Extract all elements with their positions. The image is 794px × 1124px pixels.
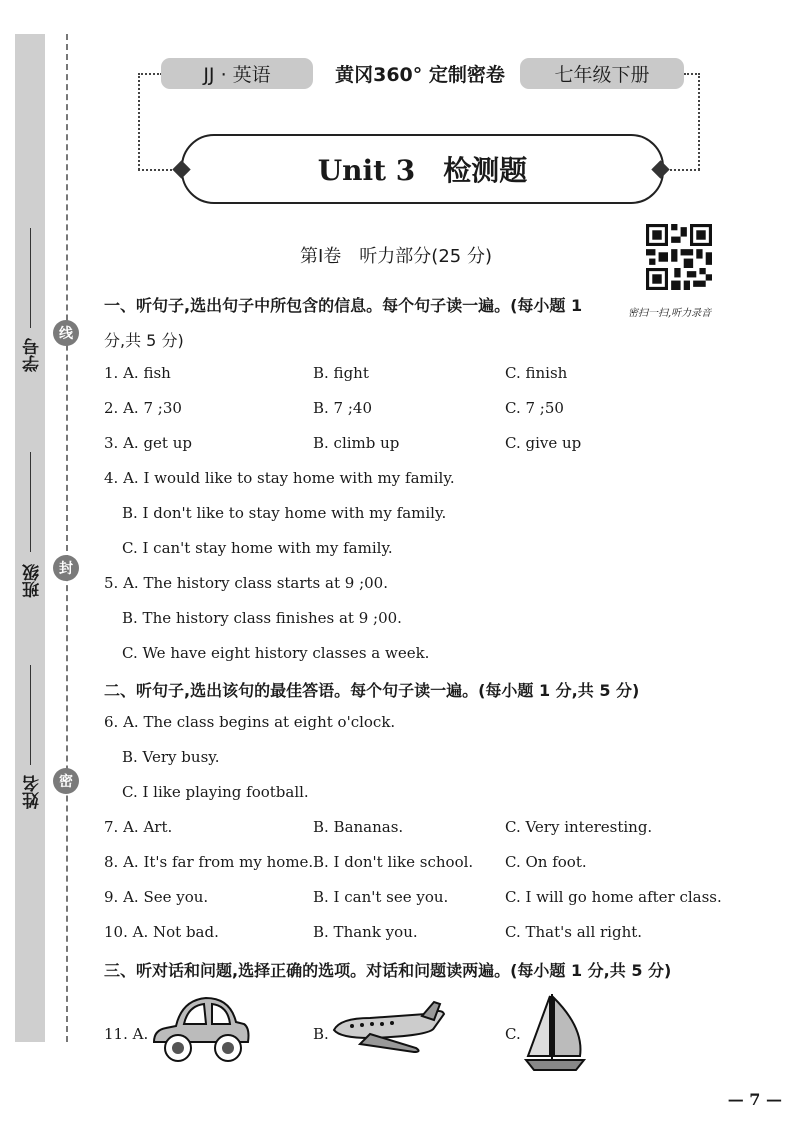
section-title: 第Ⅰ卷 听力部分(25 分) (300, 246, 492, 267)
header-dots-right-v (698, 73, 700, 170)
plane-icon (330, 1000, 448, 1056)
series-name: 黄冈360° 定制密卷 (335, 64, 505, 86)
class-label: 班级 (23, 564, 43, 598)
q8-option-c: C. On foot. (505, 853, 587, 871)
student-id-label: 学号 (23, 338, 43, 372)
name-label: 姓名 (23, 775, 43, 809)
q6-option-a: 6. A. The class begins at eight o'clock. (104, 713, 396, 731)
cut-line (66, 34, 68, 1042)
student-id-line (30, 228, 31, 328)
q11-option-a: 11. A. (104, 1025, 149, 1043)
q4-option-c: C. I can't stay home with my family. (122, 539, 393, 557)
q10-option-b: B. Thank you. (313, 923, 418, 941)
q6-option-b: B. Very busy. (122, 748, 220, 766)
sailboat-icon (522, 992, 588, 1074)
q4-option-b: B. I don't like to stay home with my family. (122, 504, 447, 522)
page-number: — 7 — (727, 1090, 782, 1109)
header-dots-left-h (138, 169, 176, 171)
page-title: Unit 3 检测题 (181, 134, 664, 204)
q1-option-a: 1. A. fish (104, 364, 171, 382)
q1-option-c: C. finish (505, 364, 568, 382)
q9-option-a: 9. A. See you. (104, 888, 209, 906)
q7-option-c: C. Very interesting. (505, 818, 653, 836)
q11-option-b: B. (313, 1025, 329, 1043)
q5-option-b: B. The history class finishes at 9 ;00. (122, 609, 402, 627)
header-dots-left-v (138, 73, 140, 170)
q9-option-b: B. I can't see you. (313, 888, 449, 906)
q11-option-c: C. (505, 1025, 521, 1043)
part1-heading: 一、听句子,选出句子中所包含的信息。每个句子读一遍。(每小题 1 (104, 296, 583, 315)
q10-option-a: 10. A. Not bad. (104, 923, 219, 941)
q4-option-a: 4. A. I would like to stay home with my family. (104, 469, 455, 487)
name-line (30, 665, 31, 765)
q5-option-c: C. We have eight history classes a week. (122, 644, 430, 662)
q5-option-a: 5. A. The history class starts at 9 ;00. (104, 574, 388, 592)
q8-option-a: 8. A. It's far from my home. (104, 853, 314, 871)
subject-pill: JJ · 英语 (161, 58, 313, 89)
q3-option-a: 3. A. get up (104, 434, 192, 452)
q2-option-c: C. 7 ;50 (505, 399, 564, 417)
q7-option-b: B. Bananas. (313, 818, 404, 836)
q9-option-c: C. I will go home after class. (505, 888, 722, 906)
seal-secret: 密 (53, 768, 79, 794)
q3-option-b: B. climb up (313, 434, 400, 452)
q6-option-c: C. I like playing football. (122, 783, 309, 801)
car-icon (150, 992, 252, 1070)
q7-option-a: 7. A. Art. (104, 818, 173, 836)
part1-heading-cont: 分,共 5 分) (104, 331, 184, 350)
seal-seal: 封 (53, 555, 79, 581)
q1-option-b: B. fight (313, 364, 369, 382)
header-dots-right-h (666, 169, 700, 171)
class-line (30, 452, 31, 552)
q3-option-c: C. give up (505, 434, 582, 452)
grade-pill: 七年级下册 (520, 58, 684, 89)
q8-option-b: B. I don't like school. (313, 853, 474, 871)
qr-code-icon (646, 224, 712, 290)
qr-caption: 密扫一扫,听力录音 (628, 308, 712, 319)
seal-line: 线 (53, 320, 79, 346)
q10-option-c: C. That's all right. (505, 923, 643, 941)
header-dots-left (138, 73, 162, 75)
q2-option-a: 2. A. 7 ;30 (104, 399, 182, 417)
part3-heading: 三、听对话和问题,选择正确的选项。对话和问题读两遍。(每小题 1 分,共 5 分) (104, 961, 672, 980)
q2-option-b: B. 7 ;40 (313, 399, 373, 417)
part2-heading: 二、听句子,选出该句的最佳答语。每个句子读一遍。(每小题 1 分,共 5 分) (104, 681, 640, 700)
